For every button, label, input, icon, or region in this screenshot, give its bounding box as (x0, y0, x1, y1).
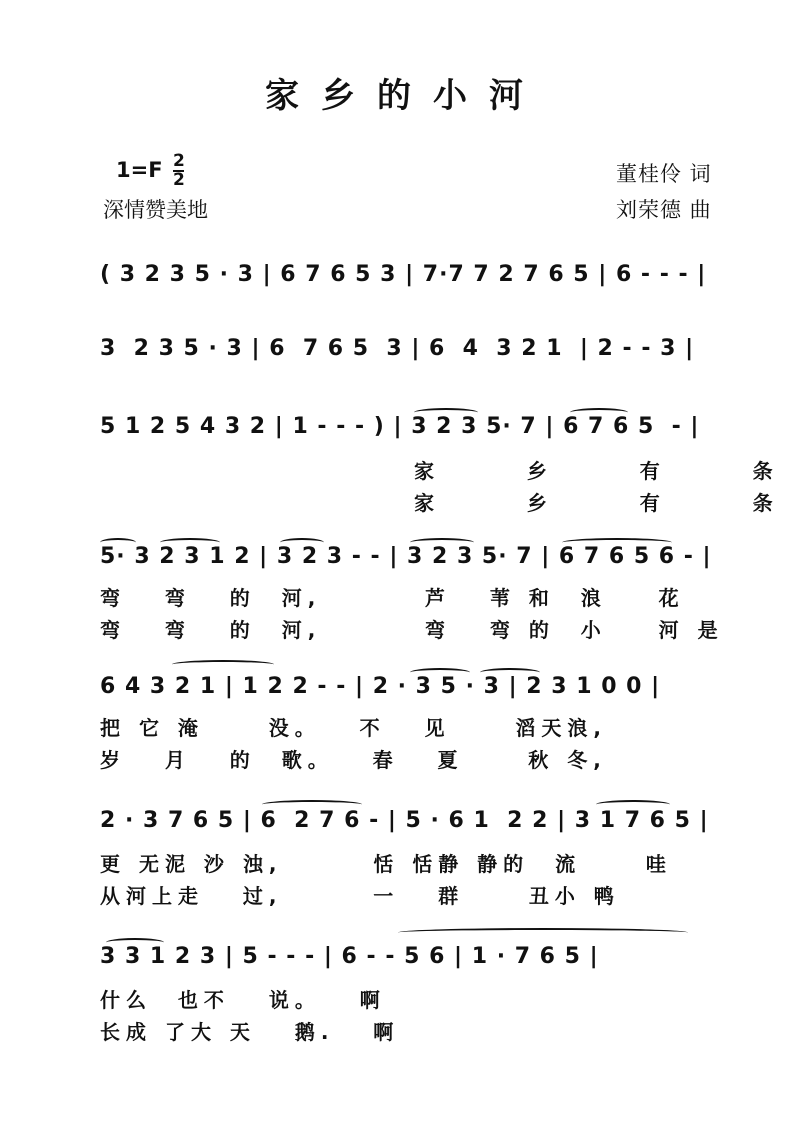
slur-mark (172, 660, 274, 669)
lyric-line-5-verse-1: 把 它 淹 没。 不 见 滔天浪, (100, 716, 607, 740)
slur-mark (106, 938, 164, 947)
notation-line-2: 3 2 3 5 · 3 | 6 7 6 5 3 | 6 4 3 2 1 | 2 - - 3 | (100, 336, 695, 361)
notation-line-1: ( 3 2 3 5 · 3 | 6 7 6 5 3 | 7·7 7 2 7 6 5 | 6 - - - | (100, 262, 707, 287)
lyric-line-7-verse-2: 长成 了大 天 鹅. 啊 (100, 1020, 400, 1044)
time-signature-bottom: 2 (173, 170, 185, 190)
lyricist-credit: 董桂伶 词 (616, 162, 712, 186)
lyric-line-6-verse-1: 更 无泥 沙 浊, 恬 恬静 静的 流 哇 (100, 852, 672, 876)
slur-mark (410, 538, 474, 547)
lyric-line-6-verse-2: 从河上走 过, 一 群 丑小 鸭 (100, 884, 620, 908)
slur-mark (562, 538, 672, 547)
notation-line-5: 6 4 3 2 1 | 1 2 2 - - | 2 · 3 5 · 3 | 2 3 1 0 0 | (100, 674, 661, 699)
composer-credit: 刘荣德 曲 (616, 198, 712, 222)
key-signature: 1=F (116, 158, 163, 182)
slur-mark (596, 800, 670, 809)
slur-mark (414, 408, 478, 417)
expression-marking: 深情赞美地 (103, 198, 208, 222)
slur-mark (398, 928, 688, 937)
slur-mark (160, 538, 220, 547)
lyric-line-3-verse-1: 家 乡 有 条 (414, 459, 791, 483)
slur-mark (410, 668, 470, 677)
slur-mark (280, 538, 324, 547)
lyric-line-4-verse-1: 弯 弯 的 河, 芦 苇 和 浪 花 (100, 586, 685, 610)
notation-line-3: 5 1 2 5 4 3 2 | 1 - - - ) | 3 2 3 5· 7 | 6 7 6 5 - | (100, 414, 700, 439)
slur-mark (480, 668, 540, 677)
lyric-line-4-verse-2: 弯 弯 的 河, 弯 弯 的 小 河 是 (100, 618, 724, 642)
notation-line-7: 3 3 1 2 3 | 5 - - - | 6 - - 5 6 | 1 · 7 6 5 | (100, 944, 599, 969)
lyric-line-5-verse-2: 岁 月 的 歌。 春 夏 秋 冬, (100, 748, 607, 772)
notation-line-6: 2 · 3 7 6 5 | 6 2 7 6 - | 5 · 6 1 2 2 | 3 1 7 6 5 | (100, 808, 709, 833)
lyric-line-3-verse-2: 家 乡 有 条 (414, 491, 791, 515)
slur-mark (570, 408, 628, 417)
song-title: 家乡的小河 (265, 76, 545, 116)
lyric-line-7-verse-1: 什么 也不 说。 啊 (100, 988, 386, 1012)
slur-mark (100, 538, 136, 547)
slur-mark (262, 800, 362, 809)
notation-line-4: 5· 3 2 3 1 2 | 3 2 3 - - | 3 2 3 5· 7 | 6 7 6 5 6 - | (100, 544, 712, 569)
time-signature (173, 151, 185, 190)
time-signature-top: 2 (173, 151, 185, 171)
